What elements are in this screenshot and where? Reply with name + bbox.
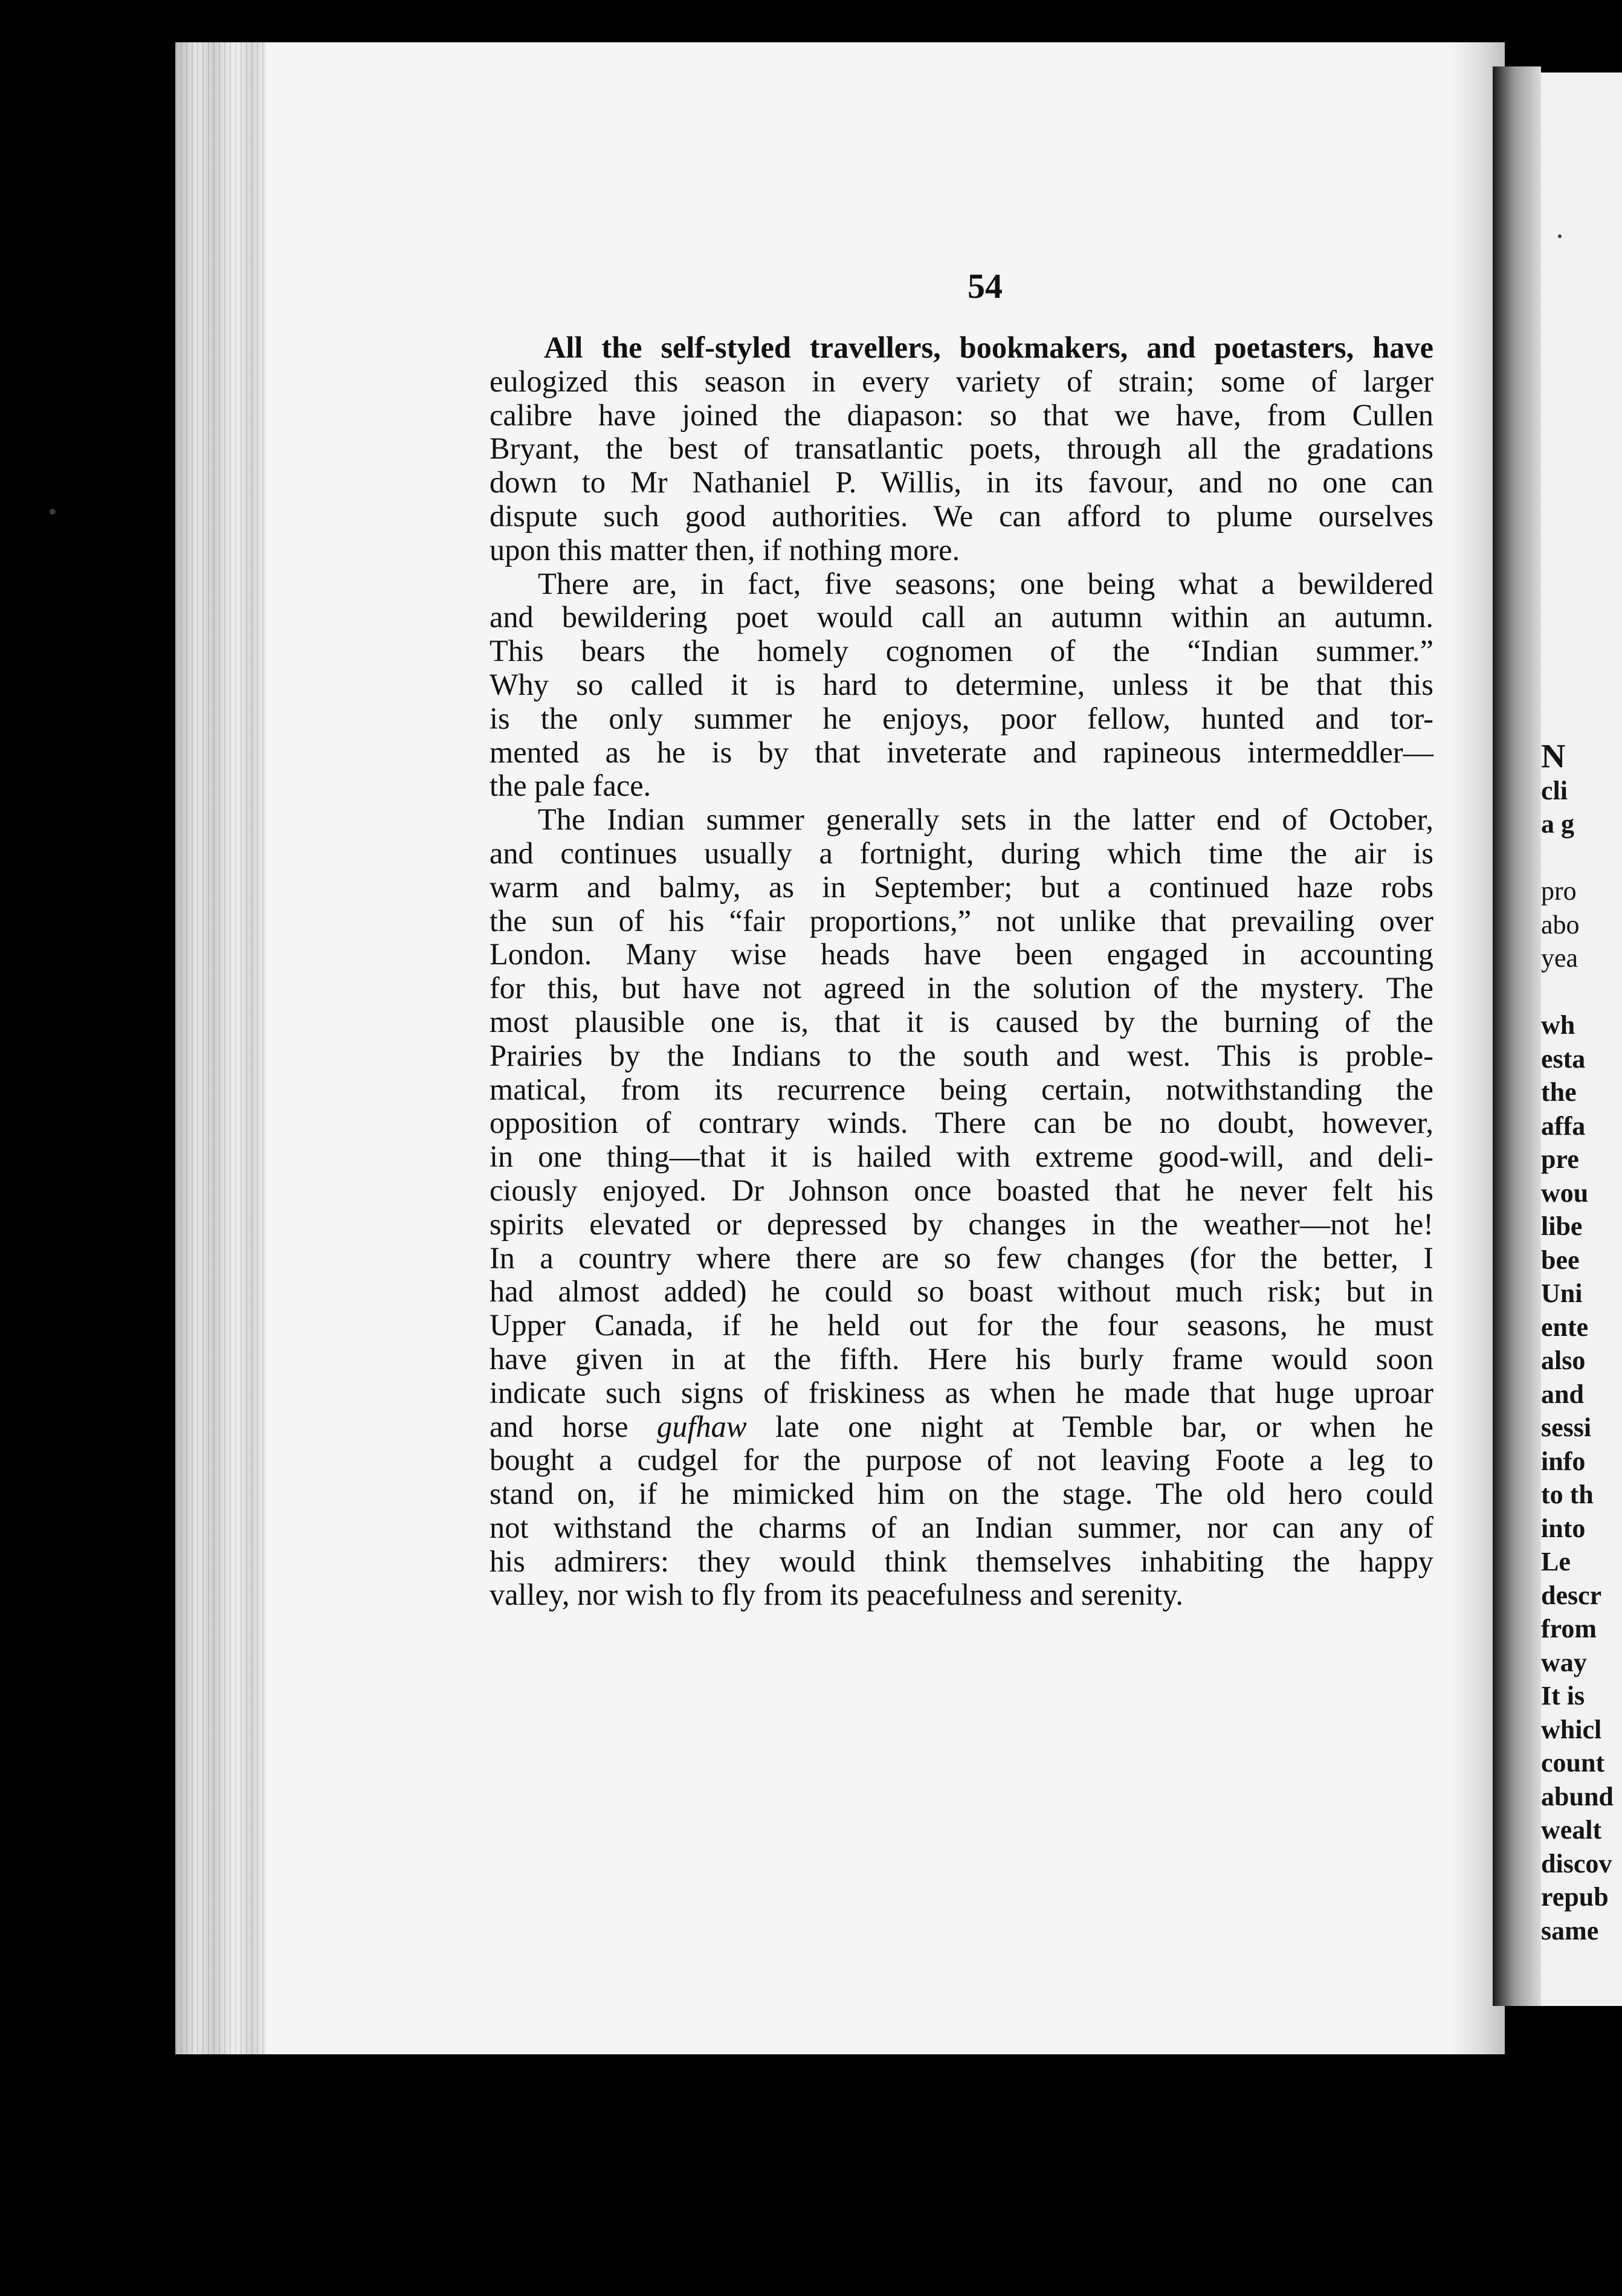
text-line: mented as he is by that inveterate and rapineous intermeddler— [490,735,1433,769]
text-line: Why so called it is hard to determine, unless it be that this [490,667,1433,701]
text-line: This bears the homely cognomen of the “Indian summer.” [490,634,1433,668]
text-line: In a country where there are so few changes (for the better, I [490,1240,1433,1275]
facing-line [1541,841,1622,875]
facing-line: a g [1541,809,1574,839]
facing-line: Uni [1541,1279,1583,1308]
facing-page-text [1541,740,1622,1947]
facing-line: pre [1541,1144,1579,1174]
text-line: spirits elevated or depressed by changes in the weather—not he! [490,1207,1433,1241]
facing-line: Le [1541,1547,1571,1576]
facing-line: to th [1541,1480,1594,1509]
facing-line: into [1541,1513,1586,1543]
facing-line: info [1541,1446,1586,1476]
text-line: opposition of contrary winds. There can be no doubt, however, [490,1106,1433,1140]
text-line: Upper Canada, if he held out for the four seasons, he must [490,1308,1433,1343]
text-line: stand on, if he mimicked him on the stage. The old hero could [490,1477,1433,1511]
text-line: Prairies by the Indians to the south and west. This is proble- [490,1038,1433,1072]
facing-line: N [1541,738,1566,775]
facing-line: abund [1541,1781,1614,1811]
facing-line: whicl [1541,1714,1602,1744]
italic-word: gufhaw [657,1409,747,1443]
text-line: down to Mr Nathaniel P. Willis, in its favour, and no one can [490,465,1433,500]
text-segment: late one night at Temble bar, or when he [775,1409,1433,1443]
facing-line: esta [1541,1043,1586,1074]
text-line: Bryant, the best of transatlantic poets, through all the gradations [490,431,1433,466]
facing-page [1541,73,1622,2006]
facing-line: the [1541,1077,1577,1107]
text-line: warm and balmy, as in September; but a continued haze robs [490,869,1433,904]
facing-line: affa [1541,1111,1586,1141]
text-line: ciously enjoyed. Dr Johnson once boasted that he never felt his [490,1173,1433,1207]
body-text [490,331,1433,1612]
facing-line: repub [1541,1882,1609,1912]
text-line: eulogized this season in every variety of strain; some of larger [490,364,1433,398]
text-line: for this, but have not agreed in the solution of the mystery. The [490,971,1433,1005]
book-gutter [1493,66,1541,2006]
facing-line: also [1541,1346,1586,1375]
facing-line: count [1541,1748,1605,1778]
facing-line: wou [1541,1178,1589,1208]
text-line: had almost added) he could so boast without much risk; but in [490,1274,1433,1309]
facing-line: ente [1541,1312,1589,1342]
text-line: the sun of his “fair proportions,” not unlike that prevailing over [490,903,1433,938]
facing-line: yea [1541,943,1578,973]
text-line: The Indian summer generally sets in the latter end of October, [538,802,1433,837]
text-line: There are, in fact, five seasons; one being what a bewildered [538,566,1433,601]
text-line: his admirers: they would think themselves inhabiting the happy [490,1544,1433,1578]
facing-line: descr [1541,1580,1602,1610]
text-line: indicate such signs of friskiness as when he made that huge uproar [490,1375,1433,1410]
speck [50,509,56,515]
text-line: is the only summer he enjoys, poor fellow, hunted and tor- [490,701,1433,735]
facing-line: bee [1541,1245,1580,1275]
text-line: upon this matter then, if nothing more. [490,532,960,567]
text-line: All the self-styled travellers, bookmakers, and poetasters, have [544,331,1433,364]
text-line: in one thing—that it is hailed with extreme good-will, and deli- [490,1140,1433,1174]
speck [1558,234,1562,238]
facing-line: wh [1541,1010,1575,1040]
text-line: the pale face. [490,769,651,803]
facing-line: abo [1541,909,1580,940]
facing-line: pro [1541,876,1577,906]
facing-line: and [1541,1379,1584,1409]
text-line: most plausible one is, that it is caused by the burning of the [490,1004,1433,1039]
facing-line: discov [1541,1848,1612,1878]
text-line-with-italic [490,1410,1433,1444]
facing-line: way [1541,1647,1587,1677]
text-line: and continues usually a fortnight, during which time the air is [490,836,1433,870]
facing-line: from [1541,1614,1597,1643]
facing-line: libe [1541,1211,1583,1241]
facing-line: It is [1541,1681,1585,1711]
text-line: valley, nor wish to fly from its peacefulness and serenity. [490,1578,1183,1612]
facing-line: sessi [1541,1413,1592,1442]
page-number: 54 [968,266,1003,306]
text-line: have given in at the fifth. Here his burly frame would soon [490,1341,1433,1376]
facing-line [1541,975,1622,1009]
text-line: London. Many wise heads have been engaged in accounting [490,937,1433,972]
facing-line: same [1541,1915,1599,1946]
text-line: calibre have joined the diapason: so that we have, from Cullen [490,398,1433,432]
text-line: matical, from its recurrence being certain, notwithstanding the [490,1072,1433,1106]
text-line: and bewildering poet would call an autumn within an autumn. [490,600,1433,634]
text-line: bought a cudgel for the purpose of not leaving Foote a leg to [490,1443,1433,1477]
facing-line: wealt [1541,1815,1602,1845]
facing-line: cli [1541,775,1568,805]
text-segment: and horse [490,1409,628,1443]
text-line: not withstand the charms of an Indian summer, nor can any of [490,1510,1433,1544]
text-line: dispute such good authorities. We can afford to plume ourselves [490,498,1433,533]
